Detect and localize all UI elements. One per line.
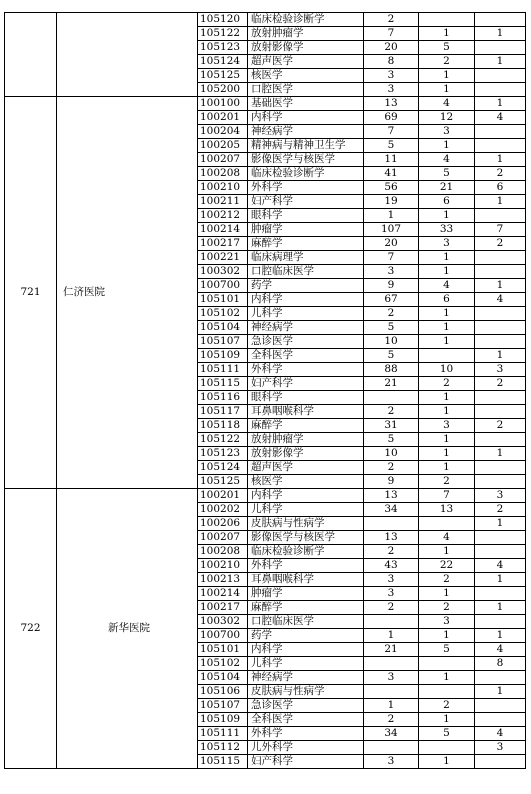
professional-count-cell: 4 <box>419 97 475 111</box>
equivalent-count-cell: 2 <box>475 377 526 391</box>
major-name-cell: 儿科学 <box>248 503 364 517</box>
professional-count-cell <box>419 13 475 27</box>
major-code-cell: 105101 <box>198 293 248 307</box>
professional-count-cell: 1 <box>419 27 475 41</box>
professional-count-cell: 2 <box>419 573 475 587</box>
major-code-cell: 105122 <box>198 27 248 41</box>
equivalent-count-cell <box>475 69 526 83</box>
equivalent-count-cell <box>475 461 526 475</box>
professional-count-cell: 1 <box>419 629 475 643</box>
major-name-cell: 临床检验诊断学 <box>248 167 364 181</box>
academic-count-cell: 5 <box>364 139 419 153</box>
equivalent-count-cell <box>475 475 526 489</box>
equivalent-count-cell: 1 <box>475 447 526 461</box>
academic-count-cell: 56 <box>364 181 419 195</box>
equivalent-count-cell: 1 <box>475 601 526 615</box>
major-name-cell: 内科学 <box>248 489 364 503</box>
equivalent-count-cell <box>475 251 526 265</box>
major-code-cell: 100302 <box>198 265 248 279</box>
major-name-cell: 眼科学 <box>248 391 364 405</box>
professional-count-cell: 1 <box>419 587 475 601</box>
major-name-cell: 口腔临床医学 <box>248 265 364 279</box>
equivalent-count-cell <box>475 125 526 139</box>
major-name-cell: 临床检验诊断学 <box>248 13 364 27</box>
professional-count-cell: 3 <box>419 615 475 629</box>
academic-count-cell: 10 <box>364 335 419 349</box>
professional-count-cell: 2 <box>419 601 475 615</box>
major-name-cell: 耳鼻咽喉科学 <box>248 405 364 419</box>
professional-count-cell: 5 <box>419 643 475 657</box>
major-code-cell: 105115 <box>198 755 248 769</box>
major-name-cell: 皮肤病与性病学 <box>248 685 364 699</box>
academic-count-cell: 21 <box>364 643 419 657</box>
equivalent-count-cell: 1 <box>475 153 526 167</box>
equivalent-count-cell: 1 <box>475 629 526 643</box>
professional-count-cell: 1 <box>419 209 475 223</box>
academic-count-cell: 2 <box>364 713 419 727</box>
academic-count-cell: 1 <box>364 209 419 223</box>
major-name-cell: 放射肿瘤学 <box>248 27 364 41</box>
professional-count-cell: 1 <box>419 433 475 447</box>
professional-count-cell: 13 <box>419 503 475 517</box>
equivalent-count-cell <box>475 699 526 713</box>
major-code-cell: 100205 <box>198 139 248 153</box>
equivalent-count-cell <box>475 83 526 97</box>
major-name-cell: 儿科学 <box>248 657 364 671</box>
major-code-cell: 100100 <box>198 97 248 111</box>
professional-count-cell: 4 <box>419 279 475 293</box>
equivalent-count-cell <box>475 209 526 223</box>
unit-name-cell: 新华医院 <box>57 489 198 769</box>
major-code-cell: 105124 <box>198 461 248 475</box>
major-name-cell: 外科学 <box>248 181 364 195</box>
professional-count-cell: 1 <box>419 713 475 727</box>
unit-name-cell <box>57 13 198 97</box>
major-name-cell: 基础医学 <box>248 97 364 111</box>
major-name-cell: 皮肤病与性病学 <box>248 517 364 531</box>
professional-count-cell: 6 <box>419 195 475 209</box>
major-code-cell: 105104 <box>198 321 248 335</box>
major-code-cell: 105122 <box>198 433 248 447</box>
equivalent-count-cell: 2 <box>475 167 526 181</box>
equivalent-count-cell: 1 <box>475 685 526 699</box>
professional-count-cell: 1 <box>419 461 475 475</box>
academic-count-cell: 9 <box>364 279 419 293</box>
academic-count-cell: 2 <box>364 545 419 559</box>
major-code-cell: 105123 <box>198 447 248 461</box>
major-name-cell: 放射影像学 <box>248 41 364 55</box>
major-name-cell: 外科学 <box>248 727 364 741</box>
academic-count-cell: 11 <box>364 153 419 167</box>
equivalent-count-cell <box>475 545 526 559</box>
academic-count-cell: 41 <box>364 167 419 181</box>
professional-count-cell: 1 <box>419 265 475 279</box>
major-name-cell: 临床病理学 <box>248 251 364 265</box>
major-name-cell: 妇产科学 <box>248 755 364 769</box>
major-name-cell: 内科学 <box>248 293 364 307</box>
equivalent-count-cell: 4 <box>475 293 526 307</box>
admissions-table-container <box>4 12 525 769</box>
major-name-cell: 麻醉学 <box>248 237 364 251</box>
equivalent-count-cell <box>475 713 526 727</box>
academic-count-cell: 13 <box>364 97 419 111</box>
academic-count-cell <box>364 741 419 755</box>
major-code-cell: 100208 <box>198 545 248 559</box>
professional-count-cell: 1 <box>419 391 475 405</box>
professional-count-cell: 4 <box>419 153 475 167</box>
professional-count-cell <box>419 517 475 531</box>
professional-count-cell: 7 <box>419 489 475 503</box>
professional-count-cell: 1 <box>419 83 475 97</box>
equivalent-count-cell: 1 <box>475 97 526 111</box>
professional-count-cell: 3 <box>419 419 475 433</box>
major-name-cell: 放射肿瘤学 <box>248 433 364 447</box>
major-code-cell: 105107 <box>198 335 248 349</box>
major-code-cell: 100201 <box>198 111 248 125</box>
major-code-cell: 105117 <box>198 405 248 419</box>
professional-count-cell: 1 <box>419 545 475 559</box>
academic-count-cell: 10 <box>364 447 419 461</box>
major-name-cell: 肿瘤学 <box>248 587 364 601</box>
professional-count-cell <box>419 657 475 671</box>
major-name-cell: 麻醉学 <box>248 419 364 433</box>
professional-count-cell: 5 <box>419 41 475 55</box>
major-name-cell: 药学 <box>248 279 364 293</box>
major-name-cell: 内科学 <box>248 111 364 125</box>
admissions-table <box>4 12 526 769</box>
professional-count-cell: 12 <box>419 111 475 125</box>
academic-count-cell: 7 <box>364 251 419 265</box>
professional-count-cell <box>419 349 475 363</box>
equivalent-count-cell: 1 <box>475 279 526 293</box>
academic-count-cell: 2 <box>364 13 419 27</box>
major-code-cell: 105124 <box>198 55 248 69</box>
academic-count-cell: 5 <box>364 321 419 335</box>
major-name-cell: 急诊医学 <box>248 699 364 713</box>
academic-count-cell: 34 <box>364 503 419 517</box>
academic-count-cell: 3 <box>364 573 419 587</box>
equivalent-count-cell <box>475 139 526 153</box>
major-name-cell: 儿外科学 <box>248 741 364 755</box>
equivalent-count-cell <box>475 433 526 447</box>
academic-count-cell: 2 <box>364 405 419 419</box>
professional-count-cell <box>419 741 475 755</box>
equivalent-count-cell: 1 <box>475 573 526 587</box>
major-code-cell: 100210 <box>198 559 248 573</box>
academic-count-cell: 5 <box>364 349 419 363</box>
major-code-cell: 100212 <box>198 209 248 223</box>
major-code-cell: 105109 <box>198 713 248 727</box>
academic-count-cell: 7 <box>364 27 419 41</box>
major-code-cell: 105104 <box>198 671 248 685</box>
academic-count-cell: 1 <box>364 699 419 713</box>
academic-count-cell <box>364 615 419 629</box>
equivalent-count-cell: 2 <box>475 237 526 251</box>
professional-count-cell: 1 <box>419 321 475 335</box>
equivalent-count-cell <box>475 335 526 349</box>
major-code-cell: 100700 <box>198 279 248 293</box>
table-row <box>5 489 526 503</box>
equivalent-count-cell: 3 <box>475 363 526 377</box>
professional-count-cell: 1 <box>419 69 475 83</box>
major-code-cell: 105118 <box>198 419 248 433</box>
academic-count-cell: 8 <box>364 55 419 69</box>
professional-count-cell: 21 <box>419 181 475 195</box>
professional-count-cell: 1 <box>419 139 475 153</box>
major-name-cell: 神经病学 <box>248 125 364 139</box>
major-code-cell: 105102 <box>198 307 248 321</box>
unit-code-cell <box>5 13 57 97</box>
academic-count-cell <box>364 517 419 531</box>
professional-count-cell: 2 <box>419 475 475 489</box>
major-name-cell: 影像医学与核医学 <box>248 153 364 167</box>
equivalent-count-cell <box>475 587 526 601</box>
major-code-cell: 100208 <box>198 167 248 181</box>
major-name-cell: 神经病学 <box>248 321 364 335</box>
major-name-cell: 全科医学 <box>248 713 364 727</box>
academic-count-cell: 19 <box>364 195 419 209</box>
major-name-cell: 超声医学 <box>248 461 364 475</box>
major-code-cell: 100700 <box>198 629 248 643</box>
equivalent-count-cell: 4 <box>475 727 526 741</box>
academic-count-cell: 9 <box>364 475 419 489</box>
professional-count-cell: 33 <box>419 223 475 237</box>
major-code-cell: 100211 <box>198 195 248 209</box>
major-name-cell: 超声医学 <box>248 55 364 69</box>
academic-count-cell: 13 <box>364 531 419 545</box>
professional-count-cell: 4 <box>419 531 475 545</box>
unit-code-cell: 722 <box>5 489 57 769</box>
major-code-cell: 105106 <box>198 685 248 699</box>
academic-count-cell <box>364 685 419 699</box>
academic-count-cell: 2 <box>364 307 419 321</box>
major-code-cell: 105125 <box>198 69 248 83</box>
equivalent-count-cell <box>475 265 526 279</box>
major-code-cell: 100202 <box>198 503 248 517</box>
major-code-cell: 105101 <box>198 643 248 657</box>
major-code-cell: 105116 <box>198 391 248 405</box>
professional-count-cell: 10 <box>419 363 475 377</box>
major-name-cell: 临床检验诊断学 <box>248 545 364 559</box>
table-body <box>5 13 526 769</box>
unit-name-cell: 仁济医院 <box>57 97 198 489</box>
major-name-cell: 口腔医学 <box>248 83 364 97</box>
major-code-cell: 105111 <box>198 727 248 741</box>
major-name-cell: 妇产科学 <box>248 377 364 391</box>
major-name-cell: 口腔临床医学 <box>248 615 364 629</box>
major-code-cell: 100213 <box>198 573 248 587</box>
equivalent-count-cell: 7 <box>475 223 526 237</box>
major-name-cell: 外科学 <box>248 559 364 573</box>
major-code-cell: 105107 <box>198 699 248 713</box>
major-code-cell: 105200 <box>198 83 248 97</box>
equivalent-count-cell <box>475 307 526 321</box>
professional-count-cell: 1 <box>419 335 475 349</box>
academic-count-cell: 107 <box>364 223 419 237</box>
academic-count-cell: 21 <box>364 377 419 391</box>
major-code-cell: 105125 <box>198 475 248 489</box>
academic-count-cell: 3 <box>364 83 419 97</box>
equivalent-count-cell: 4 <box>475 643 526 657</box>
academic-count-cell: 20 <box>364 41 419 55</box>
major-name-cell: 神经病学 <box>248 671 364 685</box>
major-name-cell: 眼科学 <box>248 209 364 223</box>
academic-count-cell: 2 <box>364 601 419 615</box>
major-name-cell: 外科学 <box>248 363 364 377</box>
academic-count-cell: 1 <box>364 629 419 643</box>
major-code-cell: 100221 <box>198 251 248 265</box>
equivalent-count-cell: 4 <box>475 111 526 125</box>
professional-count-cell: 3 <box>419 125 475 139</box>
equivalent-count-cell <box>475 405 526 419</box>
major-name-cell: 儿科学 <box>248 307 364 321</box>
major-code-cell: 105123 <box>198 41 248 55</box>
major-name-cell: 核医学 <box>248 475 364 489</box>
equivalent-count-cell <box>475 41 526 55</box>
major-name-cell: 耳鼻咽喉科学 <box>248 573 364 587</box>
major-code-cell: 100214 <box>198 587 248 601</box>
major-code-cell: 100210 <box>198 181 248 195</box>
major-name-cell: 影像医学与核医学 <box>248 531 364 545</box>
major-name-cell: 精神病与精神卫生学 <box>248 139 364 153</box>
major-code-cell: 105111 <box>198 363 248 377</box>
academic-count-cell: 7 <box>364 125 419 139</box>
major-code-cell: 105109 <box>198 349 248 363</box>
major-name-cell: 全科医学 <box>248 349 364 363</box>
academic-count-cell: 69 <box>364 111 419 125</box>
major-code-cell: 100302 <box>198 615 248 629</box>
equivalent-count-cell <box>475 391 526 405</box>
equivalent-count-cell: 4 <box>475 559 526 573</box>
equivalent-count-cell: 3 <box>475 741 526 755</box>
major-code-cell: 105115 <box>198 377 248 391</box>
academic-count-cell: 5 <box>364 433 419 447</box>
professional-count-cell: 5 <box>419 727 475 741</box>
academic-count-cell: 3 <box>364 265 419 279</box>
academic-count-cell: 34 <box>364 727 419 741</box>
professional-count-cell: 2 <box>419 55 475 69</box>
academic-count-cell: 20 <box>364 237 419 251</box>
academic-count-cell: 3 <box>364 587 419 601</box>
major-code-cell: 100204 <box>198 125 248 139</box>
professional-count-cell: 2 <box>419 377 475 391</box>
major-code-cell: 105102 <box>198 657 248 671</box>
major-name-cell: 肿瘤学 <box>248 223 364 237</box>
professional-count-cell: 2 <box>419 699 475 713</box>
professional-count-cell: 6 <box>419 293 475 307</box>
academic-count-cell: 13 <box>364 489 419 503</box>
major-name-cell: 内科学 <box>248 643 364 657</box>
academic-count-cell <box>364 657 419 671</box>
professional-count-cell: 1 <box>419 447 475 461</box>
equivalent-count-cell: 1 <box>475 349 526 363</box>
major-name-cell: 妇产科学 <box>248 195 364 209</box>
professional-count-cell: 1 <box>419 755 475 769</box>
professional-count-cell: 1 <box>419 405 475 419</box>
equivalent-count-cell: 8 <box>475 657 526 671</box>
equivalent-count-cell <box>475 13 526 27</box>
major-code-cell: 105120 <box>198 13 248 27</box>
academic-count-cell: 88 <box>364 363 419 377</box>
table-row <box>5 97 526 111</box>
academic-count-cell <box>364 391 419 405</box>
major-name-cell: 放射影像学 <box>248 447 364 461</box>
major-name-cell: 药学 <box>248 629 364 643</box>
professional-count-cell: 5 <box>419 167 475 181</box>
major-code-cell: 100206 <box>198 517 248 531</box>
equivalent-count-cell: 6 <box>475 181 526 195</box>
table-row <box>5 13 526 27</box>
academic-count-cell: 2 <box>364 461 419 475</box>
major-code-cell: 105112 <box>198 741 248 755</box>
professional-count-cell: 1 <box>419 251 475 265</box>
academic-count-cell: 3 <box>364 755 419 769</box>
academic-count-cell: 43 <box>364 559 419 573</box>
equivalent-count-cell: 2 <box>475 419 526 433</box>
equivalent-count-cell: 1 <box>475 27 526 41</box>
professional-count-cell: 3 <box>419 237 475 251</box>
equivalent-count-cell <box>475 321 526 335</box>
equivalent-count-cell <box>475 671 526 685</box>
academic-count-cell: 31 <box>364 419 419 433</box>
equivalent-count-cell <box>475 531 526 545</box>
equivalent-count-cell: 1 <box>475 195 526 209</box>
equivalent-count-cell: 1 <box>475 55 526 69</box>
professional-count-cell: 22 <box>419 559 475 573</box>
major-code-cell: 100207 <box>198 531 248 545</box>
unit-code-cell: 721 <box>5 97 57 489</box>
professional-count-cell: 1 <box>419 307 475 321</box>
academic-count-cell: 3 <box>364 69 419 83</box>
major-code-cell: 100201 <box>198 489 248 503</box>
major-code-cell: 100207 <box>198 153 248 167</box>
equivalent-count-cell <box>475 755 526 769</box>
equivalent-count-cell: 3 <box>475 489 526 503</box>
professional-count-cell <box>419 685 475 699</box>
equivalent-count-cell: 2 <box>475 503 526 517</box>
major-name-cell: 核医学 <box>248 69 364 83</box>
major-code-cell: 100217 <box>198 601 248 615</box>
academic-count-cell: 67 <box>364 293 419 307</box>
major-name-cell: 急诊医学 <box>248 335 364 349</box>
equivalent-count-cell: 1 <box>475 517 526 531</box>
professional-count-cell: 1 <box>419 671 475 685</box>
equivalent-count-cell <box>475 615 526 629</box>
major-code-cell: 100214 <box>198 223 248 237</box>
academic-count-cell: 3 <box>364 671 419 685</box>
major-code-cell: 100217 <box>198 237 248 251</box>
major-name-cell: 麻醉学 <box>248 601 364 615</box>
